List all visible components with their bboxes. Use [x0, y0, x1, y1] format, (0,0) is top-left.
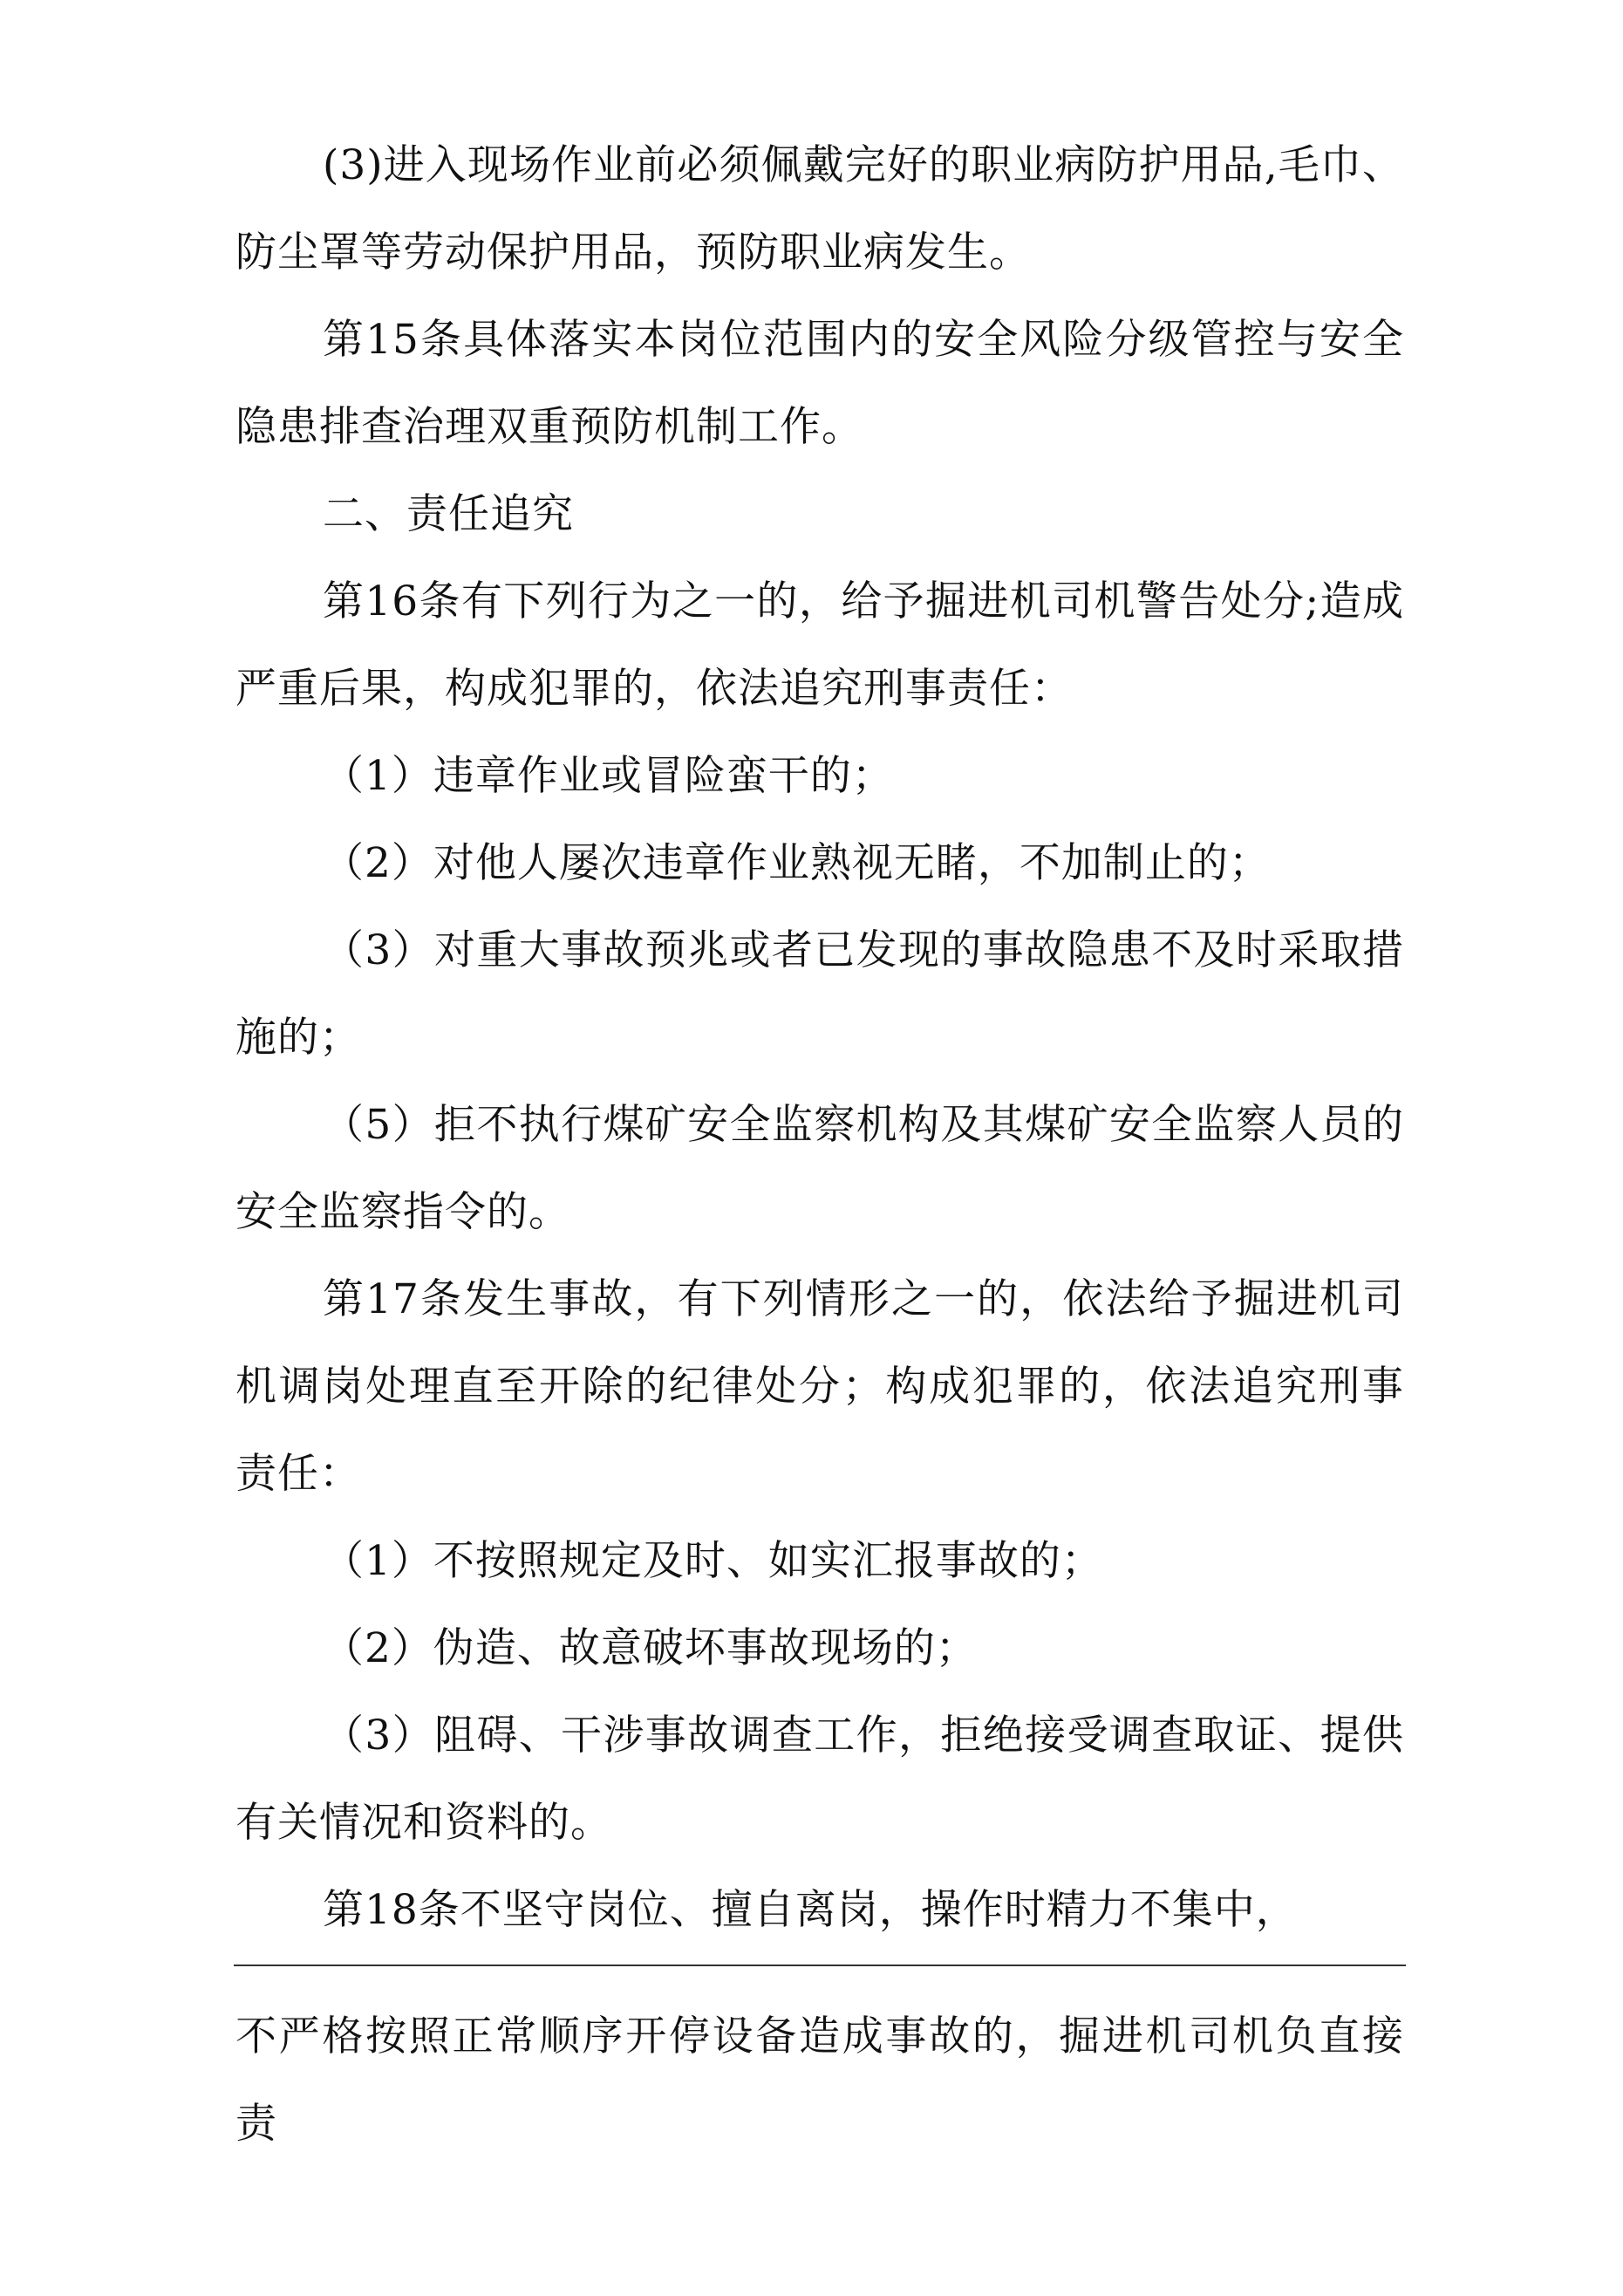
page-divider	[234, 1965, 1406, 1966]
continuation-block	[235, 1993, 1404, 2168]
paragraph-article-18: 第18条不坚守岗位、擅自离岗，操作时精力不集中，	[323, 1886, 1298, 1934]
document-body	[235, 122, 1404, 1954]
paragraph-article-16: 第16条有下列行为之一的，给予掘进机司机警告处分;造成严重后果，构成犯罪的，依法追究刑事责任：	[235, 577, 1404, 713]
continuation-text: 不严格按照正常顺序开停设备造成事故的，掘进机司机负直接责	[235, 2012, 1404, 2148]
list-item-article-17-3: （3）阻碍、干涉事故调查工作，拒绝接受调查取证、提供有关情况和资料的。	[235, 1712, 1404, 1847]
paragraph-article-15: 第15条具体落实本岗位范围内的安全风险分级管控与安全隐患排查治理双重预防机制工作。	[235, 316, 1404, 451]
list-item-article-16-3: （3）对重大事故预兆或者已发现的事故隐患不及时采取措施的；	[235, 926, 1404, 1062]
section-heading-accountability: 二、责任追究	[323, 490, 574, 538]
list-item-article-16-2: （2）对他人屡次违章作业熟视无睹，不加制止的；	[323, 839, 1271, 887]
list-item-article-17-2: （2）伪造、故意破坏事故现场的；	[323, 1624, 978, 1672]
paragraph-article-17: 第17条发生事故，有下列情形之一的，依法给予掘进机司机调岗处理直至开除的纪律处分；构成犯罪的，依法追究刑事责任：	[235, 1275, 1404, 1498]
list-item-article-16-5: （5）拒不执行煤矿安全监察机构及其煤矿安全监察人员的安全监察指令的。	[235, 1101, 1404, 1236]
list-item-article-17-1: （1）不按照规定及时、如实汇报事故的；	[323, 1537, 1103, 1585]
list-item-article-16-1: （1）违章作业或冒险蛮干的；	[323, 752, 894, 800]
paragraph-occupational-protection: (3)进入现场作业前必须佩戴完好的职业病防护用品,毛巾、防尘罩等劳动保护用品，预防职业病发生。	[235, 141, 1404, 277]
